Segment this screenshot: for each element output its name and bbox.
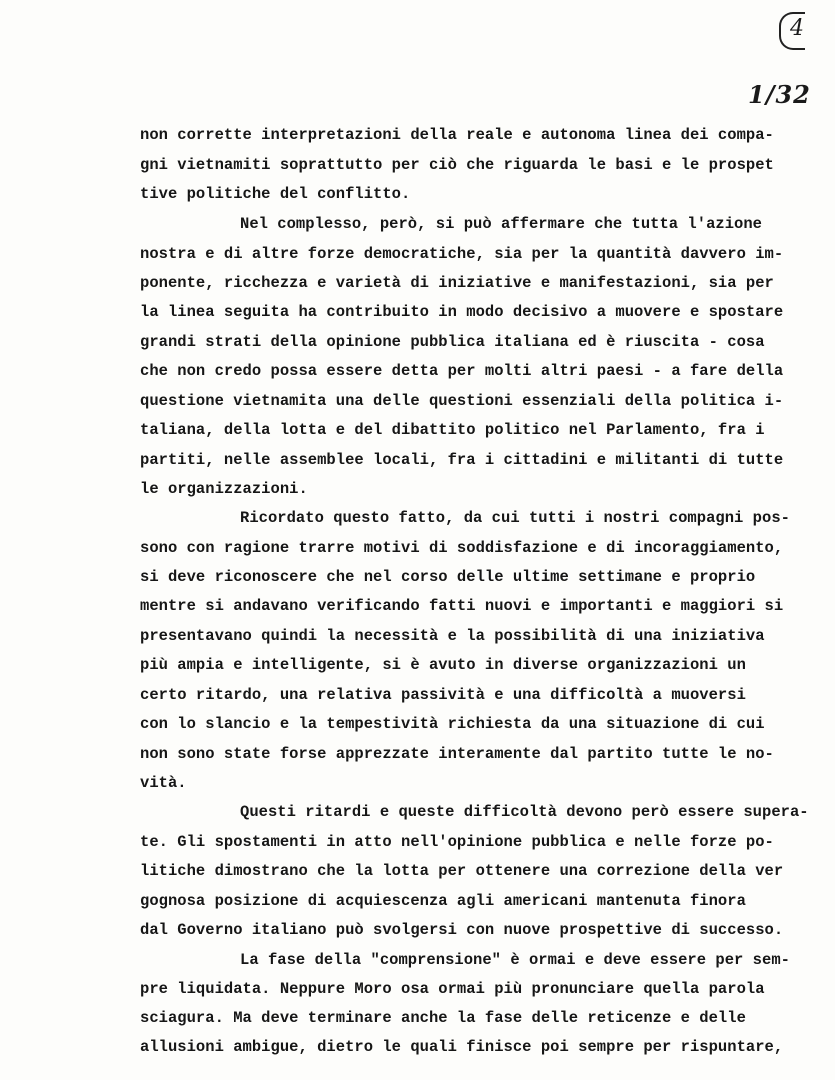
text-line: taliana, della lotta e del dibattito politico nel Parlamento, fra i — [140, 421, 765, 439]
text-line: presentavano quindi la necessità e la possibilità di una iniziativa — [140, 627, 765, 645]
text-line: partiti, nelle assemblee locali, fra i cittadini e militanti di tutte — [140, 451, 784, 469]
text-line: certo ritardo, una relativa passività e una difficoltà a muoversi — [140, 686, 746, 704]
text-line: vità. — [140, 774, 187, 792]
text-line: mentre si andavano verificando fatti nuovi e importanti e maggiori si — [140, 597, 784, 615]
text-line: litiche dimostrano che la lotta per ottenere una correzione della ver — [140, 862, 784, 880]
text-line: sono con ragione trarre motivi di soddisfazione e di incoraggiamento, — [140, 539, 784, 557]
text-line: non corrette interpretazioni della reale e autonoma linea dei compa- — [140, 126, 774, 144]
handwritten-sheet-number: 1/32 — [748, 80, 811, 109]
paragraph-first-line: La fase della "comprensione" è ormai e deve essere per sem- — [240, 951, 790, 969]
text-line: nostra e di altre forze democratiche, sia per la quantità davvero im- — [140, 245, 784, 263]
paragraph-first-line: Questi ritardi e queste difficoltà devono però essere supera- — [240, 803, 809, 821]
text-line: si deve riconoscere che nel corso delle ultime settimane e proprio — [140, 568, 756, 586]
text-line: non sono state forse apprezzate interamente dal partito tutte le no- — [140, 745, 774, 763]
text-line: le organizzazioni. — [140, 480, 308, 498]
text-line: grandi strati della opinione pubblica italiana ed è riuscita - cosa — [140, 333, 765, 351]
text-line: te. Gli spostamenti in atto nell'opinione pubblica e nelle forze po- — [140, 833, 774, 851]
text-line: che non credo possa essere detta per molti altri paesi - a fare della — [140, 362, 784, 380]
text-line: allusioni ambigue, dietro le quali finisce poi sempre per rispuntare, — [140, 1038, 784, 1056]
text-line: con lo slancio e la tempestività richiesta da una situazione di cui — [140, 715, 765, 733]
text-line: dal Governo italiano può svolgersi con nuove prospettive di successo. — [140, 921, 784, 939]
text-line: gognosa posizione di acquiescenza agli americani mantenuta finora — [140, 892, 746, 910]
text-line: tive politiche del conflitto. — [140, 185, 411, 203]
circled-page-number: 4 — [783, 12, 811, 46]
paragraph-first-line: Ricordato questo fatto, da cui tutti i nostri compagni pos- — [240, 509, 790, 527]
text-line: sciagura. Ma deve terminare anche la fase delle reticenze e delle — [140, 1009, 746, 1027]
text-line: la linea seguita ha contribuito in modo decisivo a muovere e spostare — [140, 303, 784, 321]
text-line: più ampia e intelligente, si è avuto in diverse organizzazioni un — [140, 656, 746, 674]
paragraph-first-line: Nel complesso, però, si può affermare che tutta l'azione — [240, 215, 763, 233]
text-line: gni vietnamiti soprattutto per ciò che riguarda le basi e le prospet — [140, 156, 774, 174]
text-line: pre liquidata. Neppure Moro osa ormai più pronunciare quella parola — [140, 980, 765, 998]
text-line: ponente, ricchezza e varietà di iniziative e manifestazioni, sia per — [140, 274, 774, 292]
text-line: questione vietnamita una delle questioni essenziali della politica i- — [140, 392, 784, 410]
